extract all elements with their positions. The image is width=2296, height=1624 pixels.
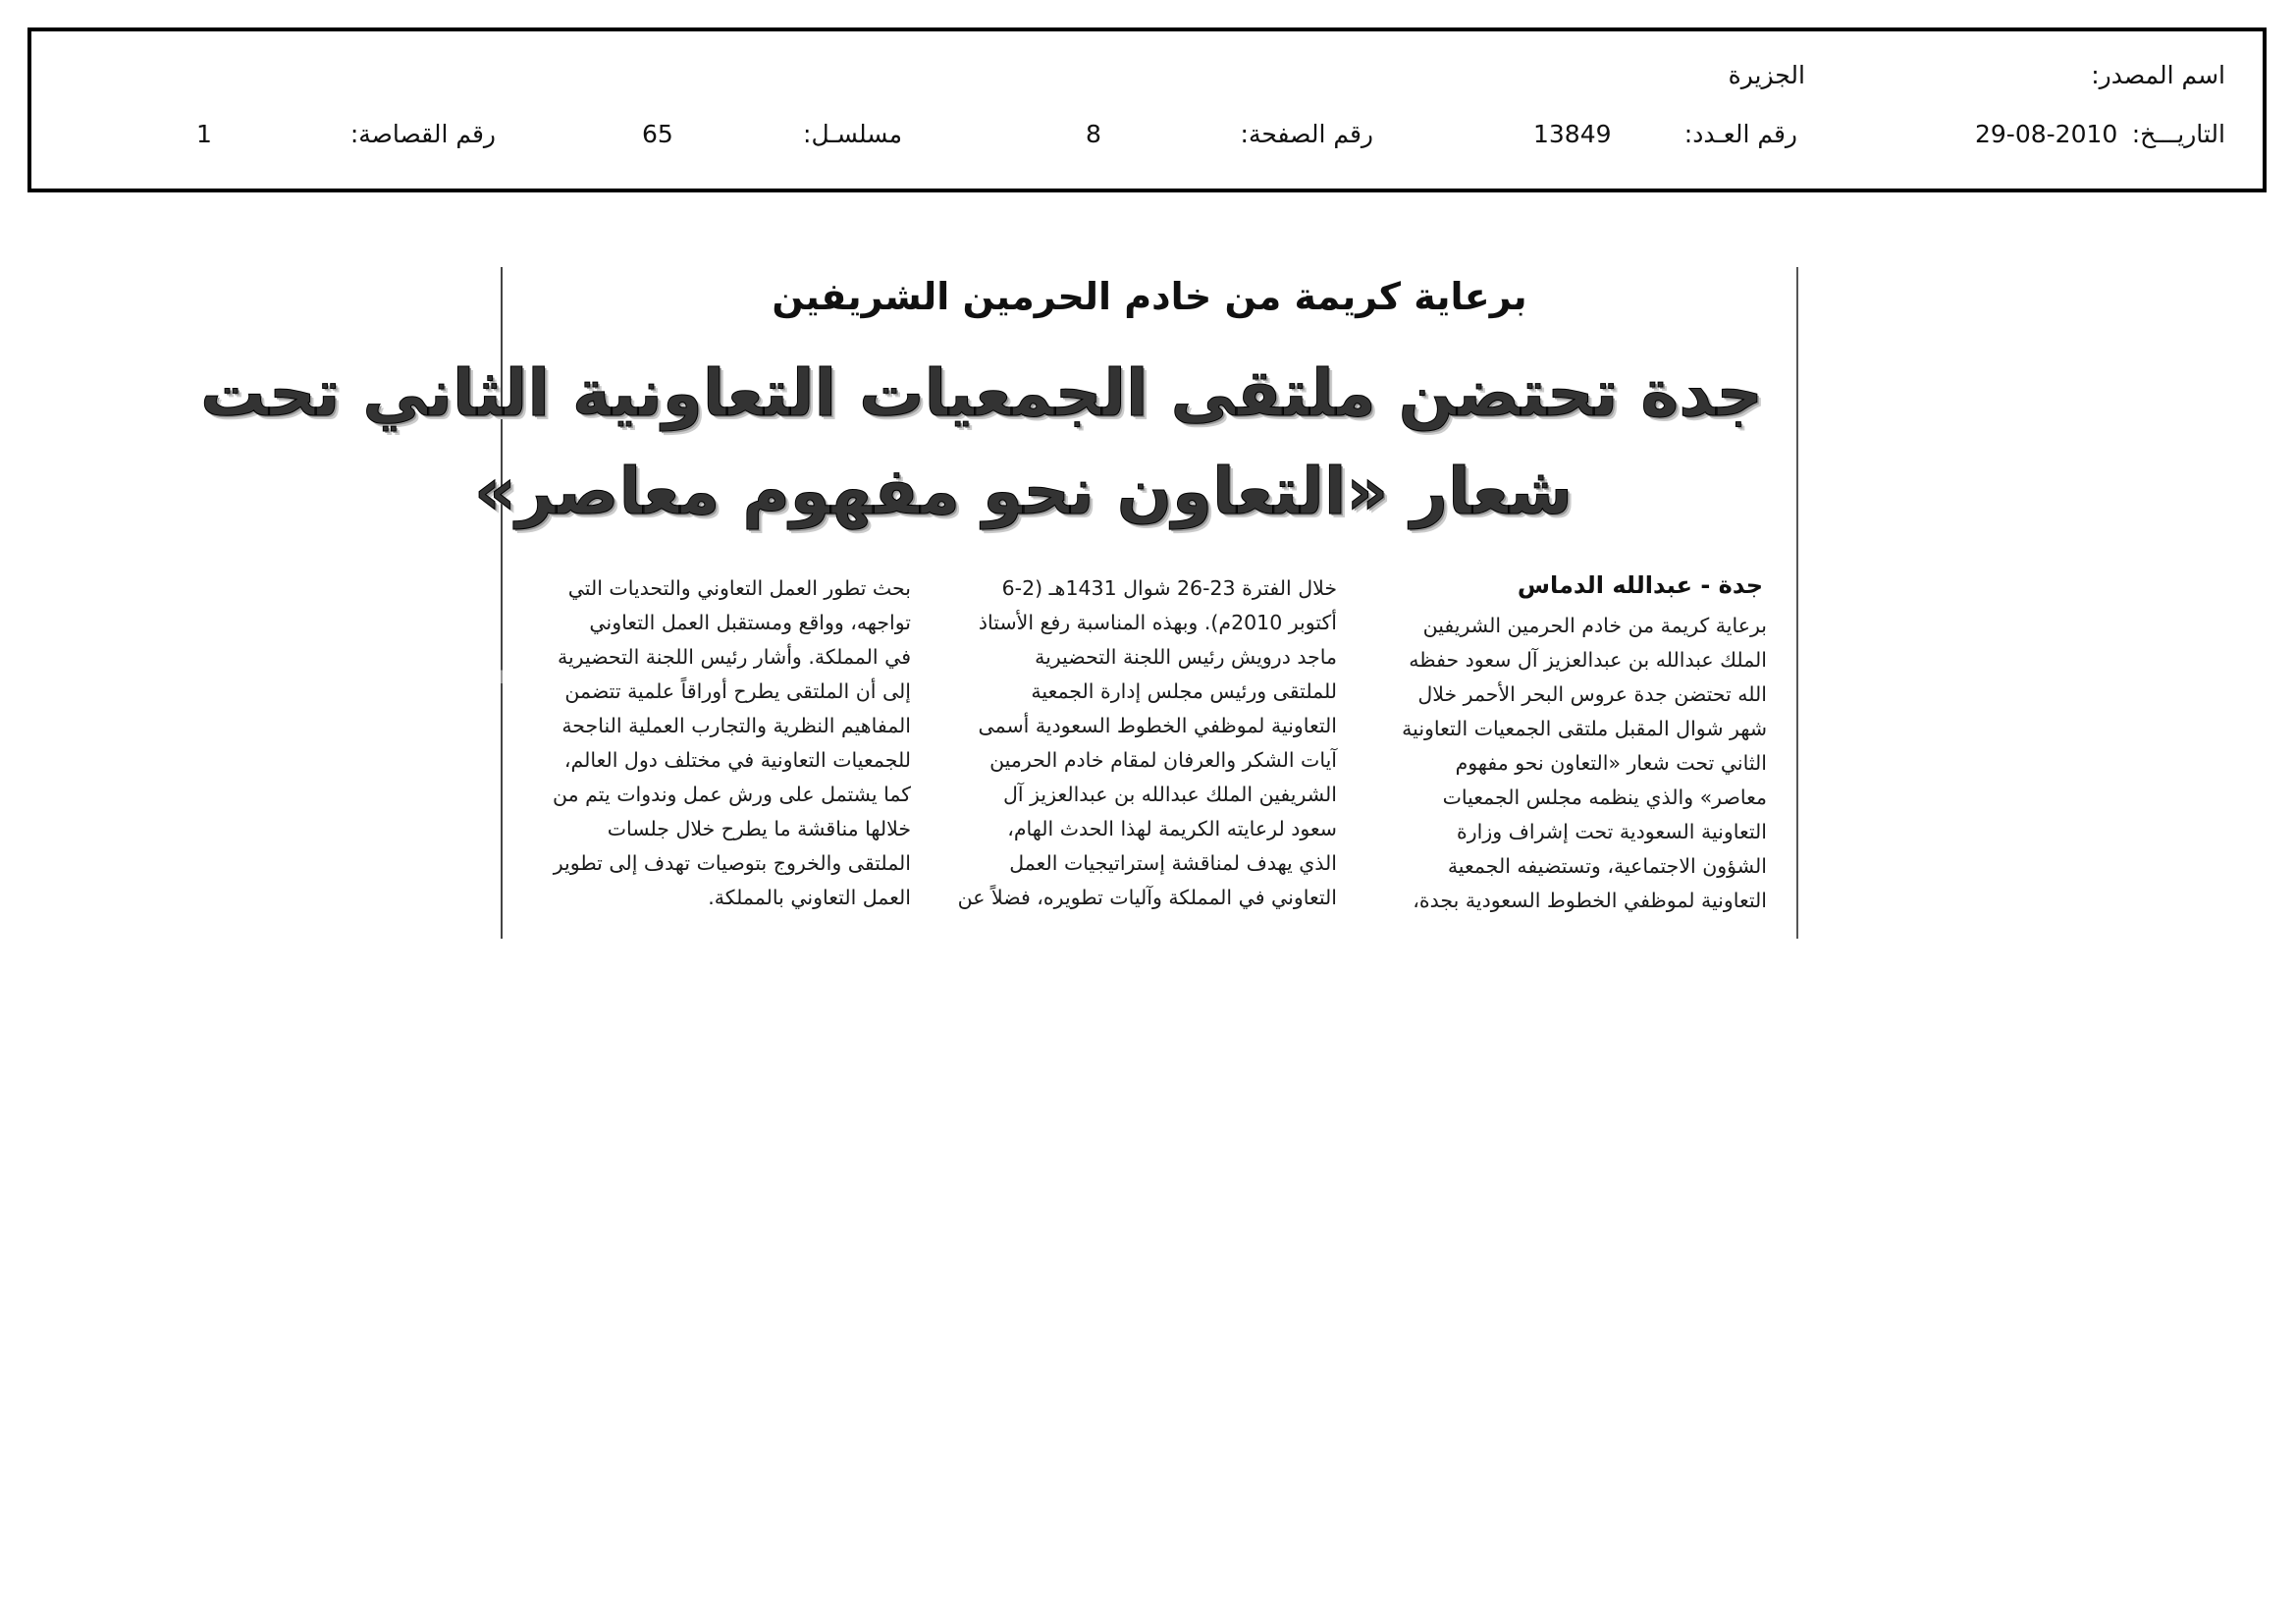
headline-line-1: جدة تحتضن ملتقى الجمعيات التعاونية الثاني تحت <box>200 355 1763 431</box>
source-label: اسم المصدر: <box>2091 61 2225 89</box>
column-line: برعاية كريمة من خادم الحرمين الشريفين <box>1422 614 1767 637</box>
column-line: للجمعيات التعاونية في مختلف دول العالم، <box>563 748 911 772</box>
article-column-3 <box>528 571 911 915</box>
date-label: التاريـــخ: <box>2131 120 2225 148</box>
column-line: بحث تطور العمل التعاوني والتحديات التي <box>567 576 911 600</box>
column-line: التعاوني في المملكة وآليات تطويره، فضلاً عن <box>957 886 1337 909</box>
column-line: ماجد درويش رئيس اللجنة التحضيرية <box>1035 645 1337 669</box>
column-line: الذي يهدف لمناقشة إستراتيجيات العمل <box>1009 851 1337 875</box>
column-line: آيات الشكر والعرفان لمقام خادم الحرمين <box>989 748 1337 772</box>
clip-number-value: 1 <box>196 120 212 148</box>
column-line: الثاني تحت شعار «التعاون نحو مفهوم <box>1455 751 1767 775</box>
column-line: كما يشتمل على ورش عمل وندوات يتم من <box>553 783 911 806</box>
issue-label: رقم العـدد: <box>1683 120 1797 148</box>
column-line: الشريفين الملك عبدالله بن عبدالعزيز آل <box>1003 783 1337 806</box>
clip-number-label: رقم القصاصة: <box>349 120 496 148</box>
column-line: الله تحتضن جدة عروس البحر الأحمر خلال <box>1417 682 1767 706</box>
column-line: في المملكة. وأشار رئيس اللجنة التحضيرية <box>557 645 911 669</box>
column-line: العمل التعاوني بالمملكة. <box>708 886 911 909</box>
byline: جدة - عبدالله الدماس <box>1517 571 1763 599</box>
column-line: خلالها مناقشة ما يطرح خلال جلسات <box>607 817 911 840</box>
serial-label: مسلسـل: <box>803 120 902 148</box>
column-line: الملتقى والخروج بتوصيات تهدف إلى تطوير <box>553 851 911 875</box>
column-line: التعاونية لموظفي الخطوط السعودية بجدة، <box>1413 889 1767 912</box>
column-line: سعود لرعايته الكريمة لهذا الحدث الهام، <box>1007 817 1337 840</box>
column-line: للملتقى ورئيس مجلس إدارة الجمعية <box>1031 679 1337 703</box>
page-label: رقم الصفحة: <box>1240 120 1373 148</box>
column-line: المفاهيم النظرية والتجارب العملية الناجحة <box>561 714 911 737</box>
column-line: الملك عبدالله بن عبدالعزيز آل سعود حفظه <box>1409 648 1767 672</box>
serial-value: 65 <box>642 120 673 148</box>
clipping-right-edge <box>1796 267 1798 939</box>
column-line: التعاونية لموظفي الخطوط السعودية أسمى <box>978 714 1337 737</box>
date-value: 29-08-2010 <box>1975 120 2118 148</box>
metadata-box <box>27 27 2267 192</box>
page-value: 8 <box>1086 120 1101 148</box>
source-value: الجزيرة <box>1728 61 1805 89</box>
newspaper-clipping <box>200 267 1798 939</box>
article-column-1 <box>1386 609 1767 918</box>
column-line: التعاونية السعودية تحت إشراف وزارة <box>1457 820 1767 843</box>
article-column-2 <box>925 571 1337 915</box>
column-line: خلال الفترة 23-26 شوال 1431هـ (2-6 <box>1001 576 1337 600</box>
column-line: تواجهه، وواقع ومستقبل العمل التعاوني <box>589 611 911 634</box>
issue-value: 13849 <box>1533 120 1612 148</box>
column-line: شهر شوال المقبل ملتقى الجمعيات التعاونية <box>1402 717 1767 740</box>
column-line: أكتوبر 2010م). وبهذه المناسبة رفع الأستاذ <box>978 611 1337 634</box>
column-line: إلى أن الملتقى يطرح أوراقاً علمية تتضمن <box>564 679 911 703</box>
column-line: الشؤون الاجتماعية، وتستضيفه الجمعية <box>1447 854 1767 878</box>
article-kicker: برعاية كريمة من خادم الحرمين الشريفين <box>772 275 1527 318</box>
headline-line-2: شعار «التعاون نحو مفهوم معاصر» <box>473 454 1573 529</box>
column-line: معاصر» والذي ينظمه مجلس الجمعيات <box>1442 785 1767 809</box>
